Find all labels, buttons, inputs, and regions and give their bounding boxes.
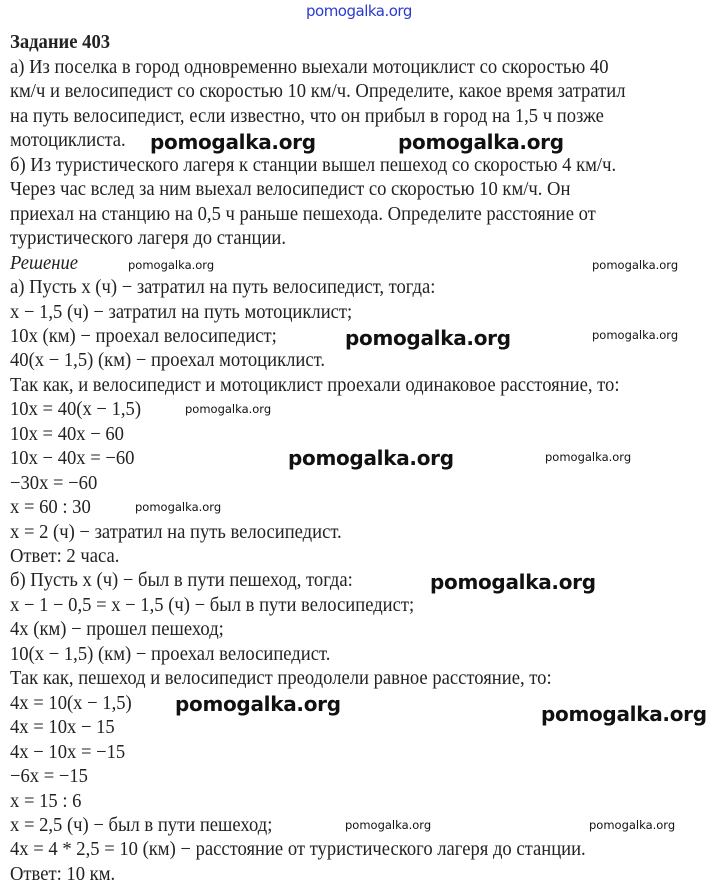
text-line: x = 15 : 6 [10, 789, 82, 812]
watermark: pomogalka.org [430, 570, 596, 594]
text-line: x − 1 − 0,5 = x − 1,5 (ч) − был в пути велосипедист; [10, 593, 415, 616]
text-line: Ответ: 2 часа. [10, 545, 120, 567]
watermark: pomogalka.org [128, 258, 215, 272]
text-line: Ответ: 10 км. [10, 862, 116, 885]
text-line: Так как, пешеход и велосипедист преодолели равное расстояние, то: [10, 667, 552, 690]
text-line: −6x = −15 [10, 765, 88, 788]
watermark: pomogalka.org [185, 402, 272, 416]
watermark: pomogalka.org [175, 692, 341, 716]
text-line: 4x = 10x − 15 [10, 716, 115, 739]
text-line: Так как, и велосипедист и мотоциклист проехали одинаковое расстояние, то: [10, 373, 620, 396]
text-line: б) Из туристического лагеря к станции вышел пешеход со скоростью 4 км/ч. [10, 153, 617, 176]
watermark-top: pomogalka.org [306, 2, 412, 20]
text-line: приехал на станцию на 0,5 ч раньше пешехода. Определите расстояние от [10, 202, 596, 225]
task-title: Задание 403 [10, 31, 111, 53]
text-line: −30x = −60 [10, 471, 98, 494]
text-line: на путь велосипедист, если известно, что он прибыл в город на 1,5 ч позже [10, 104, 604, 127]
text-line: x = 2,5 (ч) − был в пути пешеход; [10, 813, 273, 836]
text-line: 40(x − 1,5) (км) − проехал мотоциклист. [10, 349, 325, 372]
text-line: 4x = 4 * 2,5 = 10 (км) − расстояние от туристического лагеря до станции. [10, 838, 586, 861]
text-line: б) Пусть x (ч) − был в пути пешеход, тогда: [10, 569, 353, 592]
watermark: pomogalka.org [541, 702, 707, 726]
text-line: 10x = 40(x − 1,5) [10, 398, 142, 421]
watermark: pomogalka.org [150, 130, 316, 154]
text-line: мотоциклиста. [10, 129, 126, 152]
text-line: а) Из поселка в город одновременно выехали мотоциклист со скоростью 40 [10, 56, 609, 78]
text-line: туристического лагеря до станции. [10, 227, 287, 250]
watermark: pomogalka.org [135, 500, 222, 514]
text-line: Через час вслед за ним выехал велосипедист со скоростью 10 км/ч. Он [10, 178, 571, 201]
text-line: x − 1,5 (ч) − затратил на путь мотоциклист; [10, 300, 353, 323]
text-line: x = 2 (ч) − затратил на путь велосипедист. [10, 520, 342, 543]
text-line: 10x = 40x − 60 [10, 422, 124, 445]
text-line: 4x = 10(x − 1,5) [10, 691, 132, 714]
watermark: pomogalka.org [398, 130, 564, 154]
text-line: км/ч и велосипедист со скоростью 10 км/ч. Определите, какое время затратил [10, 80, 626, 103]
text-line: 4x (км) − прошел пешеход; [10, 618, 224, 641]
watermark: pomogalka.org [592, 328, 679, 342]
text-line: x = 60 : 30 [10, 496, 91, 519]
text-line: 10(x − 1,5) (км) − проехал велосипедист. [10, 642, 331, 665]
watermark: pomogalka.org [592, 258, 679, 272]
text-line: 4x − 10x = −15 [10, 740, 126, 763]
watermark: pomogalka.org [288, 446, 454, 470]
watermark: pomogalka.org [345, 326, 511, 350]
watermark: pomogalka.org [589, 818, 676, 832]
text-line: 10x − 40x = −60 [10, 447, 135, 470]
text-line: 10x (км) − проехал велосипедист; [10, 324, 277, 347]
text-line: а) Пусть x (ч) − затратил на путь велосипедист, тогда: [10, 276, 436, 299]
watermark: pomogalka.org [545, 450, 632, 464]
solution-heading: Решение [10, 251, 79, 274]
watermark: pomogalka.org [345, 818, 432, 832]
